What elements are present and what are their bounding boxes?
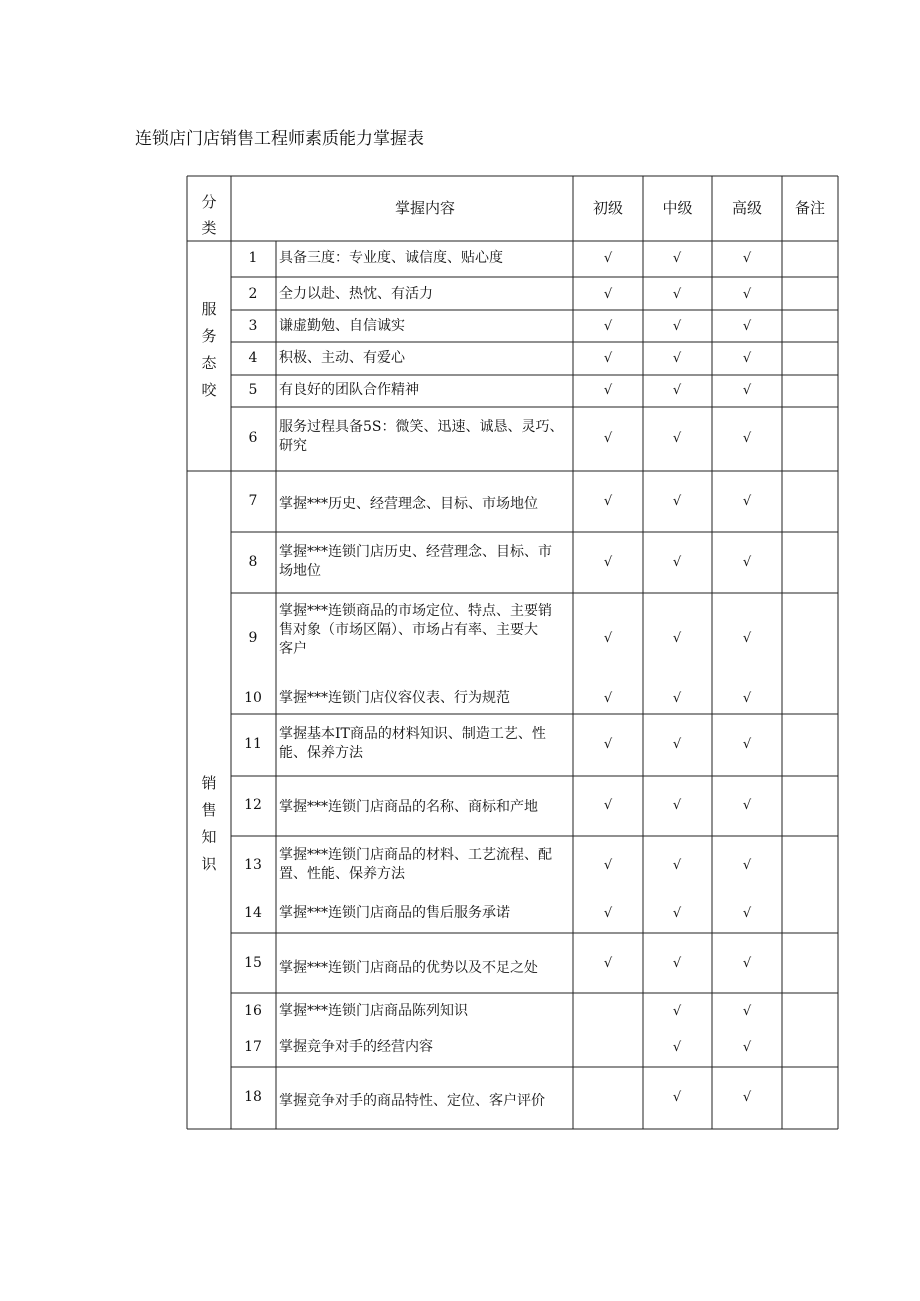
header-content: 掌握内容 (395, 199, 456, 217)
check-mark: √ (672, 319, 682, 334)
row-content: 场地位 (279, 563, 321, 579)
row-content: 谦虚勤勉、自信诚实 (279, 318, 405, 334)
check-mark: √ (603, 798, 613, 813)
check-mark: √ (742, 251, 752, 266)
row-content: 全力以赴、热忱、有活力 (279, 286, 433, 302)
row-content: 掌握基本IT商品的材料知识、制造工艺、性 (279, 726, 546, 742)
row-content: 掌握***历史、经营理念、目标、市场地位 (279, 496, 538, 512)
row-number: 13 (244, 857, 262, 873)
row-number: 1 (248, 250, 258, 266)
category-label-char: 咬 (201, 381, 217, 399)
row-content: 研究 (279, 438, 307, 454)
row-number: 6 (248, 430, 258, 446)
check-mark: √ (603, 431, 613, 446)
check-mark: √ (742, 319, 752, 334)
check-mark: √ (603, 494, 613, 509)
check-mark: √ (603, 555, 613, 570)
check-mark: √ (742, 351, 752, 366)
check-mark: √ (742, 798, 752, 813)
row-content: 服务过程具备5S：微笑、迅速、诚恳、灵巧、 (279, 419, 564, 435)
row-content: 掌握竞争对手的经营内容 (279, 1039, 433, 1055)
row-number: 3 (248, 318, 258, 334)
category-label-char: 务 (201, 327, 217, 345)
category-label-char: 服 (201, 300, 217, 318)
check-mark: √ (672, 431, 682, 446)
check-mark: √ (672, 631, 682, 646)
row-content: 有良好的团队合作精神 (279, 382, 419, 398)
check-mark: √ (603, 858, 613, 873)
category-label-char: 识 (201, 855, 217, 873)
check-mark: √ (672, 1004, 682, 1019)
row-number: 16 (244, 1003, 262, 1019)
check-mark: √ (742, 1004, 752, 1019)
check-mark: √ (742, 737, 752, 752)
check-mark: √ (672, 383, 682, 398)
check-mark: √ (742, 906, 752, 921)
check-mark: √ (672, 737, 682, 752)
row-number: 14 (244, 905, 262, 921)
check-mark: √ (603, 906, 613, 921)
row-number: 17 (244, 1039, 262, 1055)
check-mark: √ (603, 691, 613, 706)
row-content: 掌握***连锁门店商品陈列知识 (279, 1003, 468, 1019)
check-mark: √ (672, 555, 682, 570)
check-mark: √ (672, 906, 682, 921)
check-mark: √ (603, 737, 613, 752)
check-mark: √ (603, 383, 613, 398)
row-content: 客户 (279, 641, 307, 657)
check-mark: √ (672, 1090, 682, 1105)
row-number: 15 (244, 955, 262, 971)
check-mark: √ (603, 956, 613, 971)
row-number: 7 (248, 493, 258, 509)
check-mark: √ (742, 1090, 752, 1105)
check-mark: √ (672, 287, 682, 302)
row-content: 售对象（市场区隔）、市场占有率、主要大 (279, 622, 538, 638)
row-content: 掌握***连锁门店商品的材料、工艺流程、配 (279, 847, 552, 863)
check-mark: √ (672, 798, 682, 813)
row-content: 掌握***连锁门店商品的售后服务承诺 (279, 905, 510, 921)
check-mark: √ (603, 251, 613, 266)
row-content: 掌握***连锁门店商品的名称、商标和产地 (279, 799, 538, 815)
check-mark: √ (742, 858, 752, 873)
check-mark: √ (672, 1040, 682, 1055)
check-mark: √ (742, 631, 752, 646)
row-number: 18 (244, 1089, 262, 1105)
row-content: 掌握竞争对手的商品特性、定位、客户评价 (279, 1093, 545, 1109)
header-category-char: 分 (201, 193, 217, 211)
row-content: 掌握***连锁商品的市场定位、特点、主要销 (279, 603, 552, 619)
row-content: 能、保养方法 (279, 745, 363, 761)
check-mark: √ (603, 287, 613, 302)
check-mark: √ (603, 351, 613, 366)
check-mark: √ (742, 956, 752, 971)
check-mark: √ (672, 858, 682, 873)
check-mark: √ (672, 956, 682, 971)
row-content: 置、性能、保养方法 (279, 866, 405, 882)
check-mark: √ (742, 1040, 752, 1055)
row-number: 4 (248, 350, 258, 366)
category-label-char: 态 (201, 354, 217, 372)
row-content: 掌握***连锁门店商品的优势以及不足之处 (279, 960, 538, 976)
check-mark: √ (603, 319, 613, 334)
check-mark: √ (672, 494, 682, 509)
row-content: 掌握***连锁门店历史、经营理念、目标、市 (279, 544, 552, 560)
check-mark: √ (742, 555, 752, 570)
check-mark: √ (742, 383, 752, 398)
check-mark: √ (672, 691, 682, 706)
category-label-char: 售 (201, 801, 217, 819)
row-content: 积极、主动、有爱心 (279, 350, 405, 366)
header-category-char: 类 (201, 219, 217, 237)
category-label-char: 知 (201, 828, 217, 846)
check-mark: √ (672, 351, 682, 366)
page-title: 连锁店门店销售工程师素质能力掌握表 (135, 129, 424, 149)
check-mark: √ (742, 691, 752, 706)
header-level: 高级 (731, 199, 762, 217)
check-mark: √ (742, 494, 752, 509)
row-number: 9 (248, 630, 258, 646)
category-label-char: 销 (201, 774, 217, 792)
row-number: 11 (244, 736, 262, 752)
header-level: 初级 (592, 199, 623, 217)
check-mark: √ (742, 287, 752, 302)
check-mark: √ (603, 631, 613, 646)
header-level: 中级 (662, 199, 693, 217)
row-number: 2 (248, 286, 258, 302)
row-number: 8 (248, 554, 258, 570)
row-content: 具备三度：专业度、诚信度、贴心度 (279, 250, 503, 266)
row-number: 12 (244, 797, 262, 813)
header-remark: 备注 (794, 199, 825, 217)
check-mark: √ (672, 251, 682, 266)
row-content: 掌握***连锁门店仪容仪表、行为规范 (279, 690, 510, 706)
row-number: 5 (248, 382, 258, 398)
row-number: 10 (244, 690, 262, 706)
check-mark: √ (742, 431, 752, 446)
